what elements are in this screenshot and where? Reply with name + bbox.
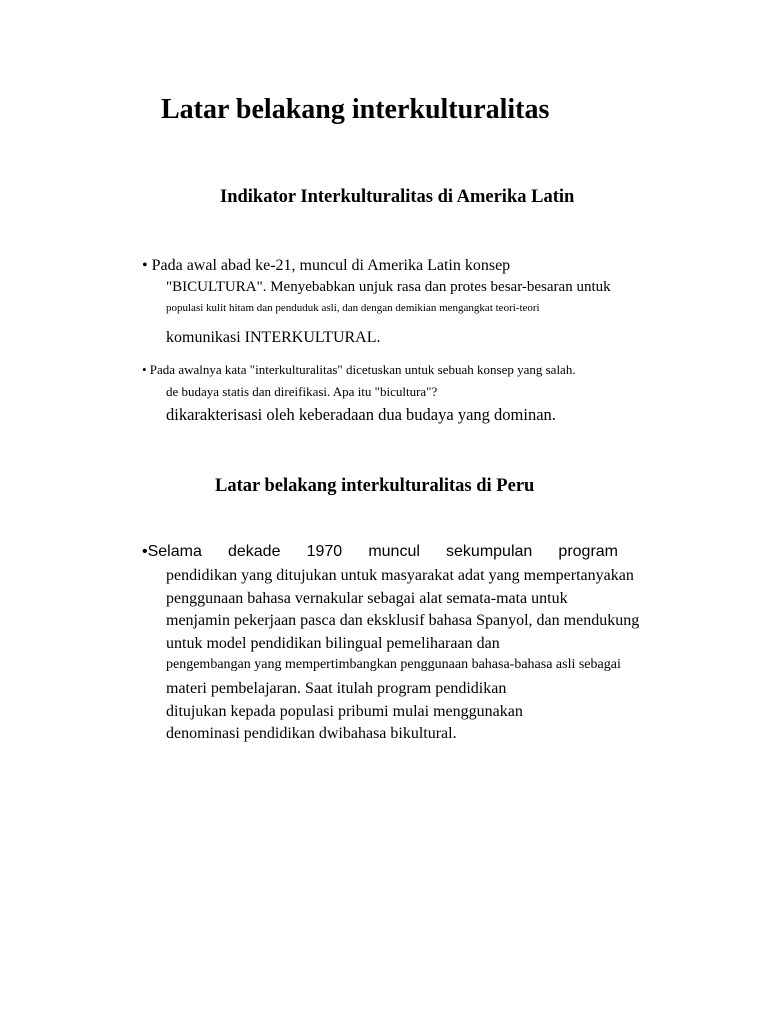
paragraph-line: • Pada awalnya kata "interkulturalitas" dicetuskan untuk sebuah konsep yang salah. — [142, 362, 576, 377]
paragraph-line: populasi kulit hitam dan penduduk asli, dan dengan demikian mengangkat teori-teori — [166, 302, 540, 314]
paragraph-line: pendidikan yang ditujukan untuk masyarakat adat yang mempertanyakan — [166, 567, 634, 584]
paragraph-line: materi pembelajaran. Saat itulah program pendidikan — [166, 680, 507, 697]
section-heading-latin-america: Indikator Interkulturalitas di Amerika Latin — [220, 187, 575, 207]
paragraph-line: pengembangan yang mempertimbangkan penggunaan bahasa-bahasa asli sebagai — [166, 657, 621, 672]
paragraph-line: ditujukan kepada populasi pribumi mulai menggunakan — [166, 703, 523, 720]
paragraph-line: denominasi pendidikan dwibahasa bikultural. — [166, 725, 457, 742]
section-heading-peru: Latar belakang interkulturalitas di Peru — [215, 476, 535, 496]
paragraph-line: •Selama dekade 1970 muncul sekumpulan program — [142, 543, 618, 560]
paragraph-line: penggunaan bahasa vernakular sebagai alat semata-mata untuk — [166, 590, 568, 607]
paragraph-line: "BICULTURA". Menyebabkan unjuk rasa dan protes besar-besaran untuk — [166, 279, 611, 295]
paragraph-line: de budaya statis dan direifikasi. Apa itu "bicultura"? — [166, 384, 438, 399]
paragraph-line: dikarakterisasi oleh keberadaan dua budaya yang dominan. — [166, 405, 556, 424]
paragraph-line: komunikasi INTERKULTURAL. — [166, 329, 381, 346]
paragraph-line: untuk model pendidikan bilingual pemeliharaan dan — [166, 635, 500, 652]
paragraph-line: • Pada awal abad ke-21, muncul di Amerika Latin konsep — [142, 257, 511, 274]
paragraph-line: menjamin pekerjaan pasca dan eksklusif bahasa Spanyol, dan mendukung — [166, 612, 640, 629]
page-title: Latar belakang interkulturalitas — [161, 94, 550, 125]
